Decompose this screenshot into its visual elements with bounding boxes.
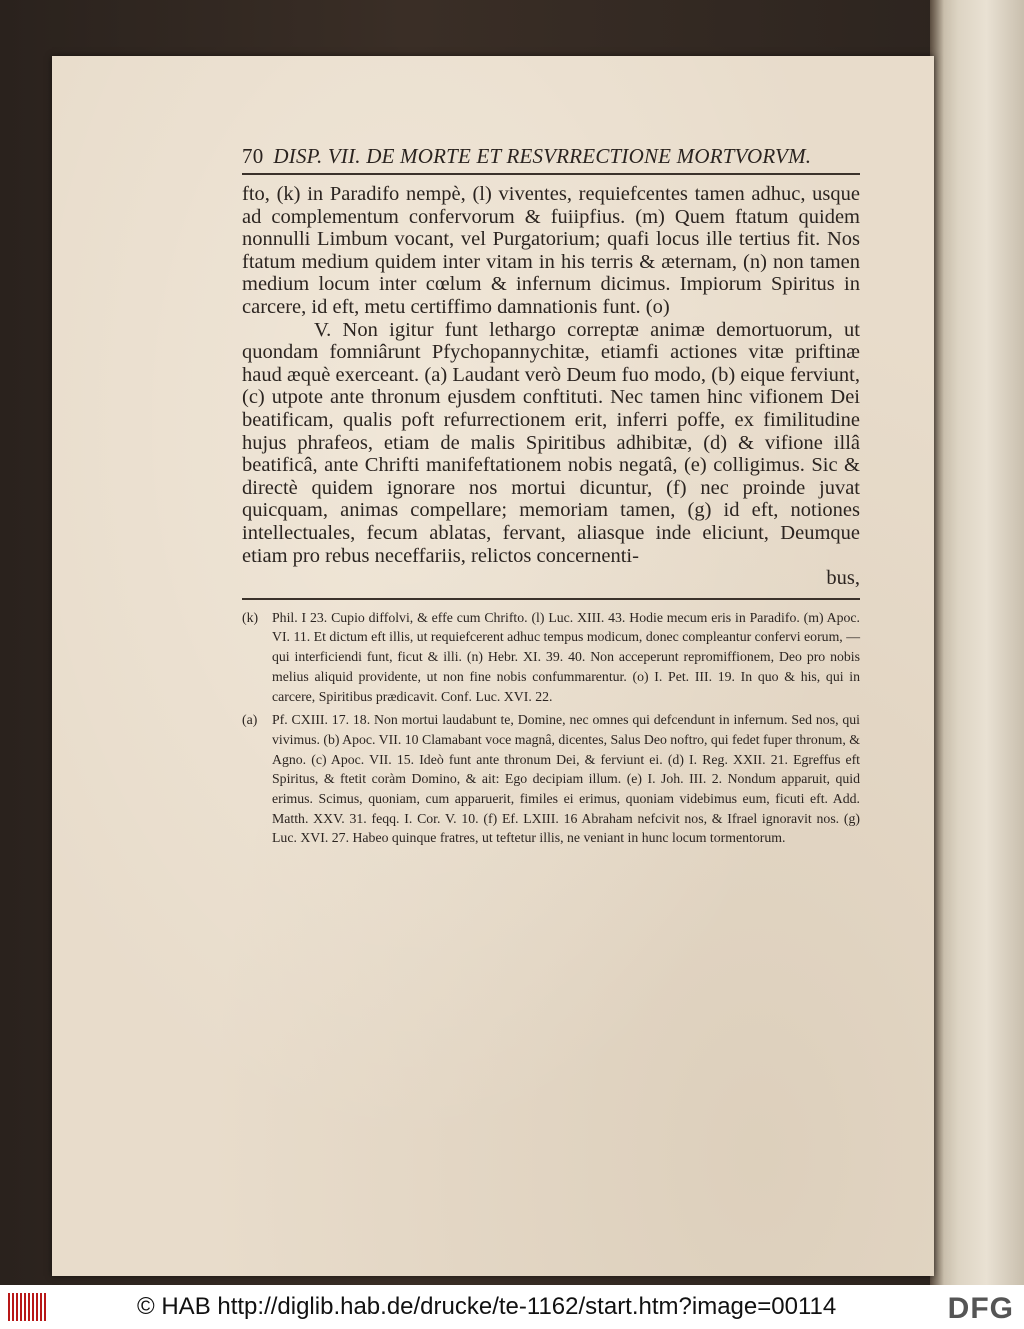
footnote-block-a — [242, 710, 860, 848]
book-page — [52, 56, 934, 1276]
footnote-text: Phil. I 23. Cupio diffolvi, & effe cum Chrifto. (l) Luc. XIII. 43. Hodie mecum eris in Paradifo. (m) Apoc. VI. 11. Et dictum eft illis, ut requiefcerent adhuc tempus modicum, donec compleantur confervi eorum, — qui interficiendi funt, ficut & illi. (n) Hebr. XI. 39. 40. Non acceperunt repromiffionem, Deo pro nobis melius aliquid providente, ut non fine nobis confummarentur. (o) I. Pet. III. 19. In quo & his, qui in carcere, Spiritibus prædicavit. Conf. Luc. XVI. 22. — [272, 609, 860, 704]
paragraph-2-end: bus, — [826, 567, 860, 590]
footnotes — [242, 608, 860, 848]
page-content — [242, 144, 860, 852]
page-number: 70 — [242, 144, 264, 168]
paragraph-2: V. Non igitur funt lethargo correptæ animæ demortuorum, ut quondam fomniârunt Pfychopannychitæ, etiamfi actiones vitæ priftinæ haud æquè exerceant. (a) Laudant verò Deum fuo modo, (b) eique ferviunt, (c) utpote ante thronum ejusdem conftituti. Nec tamen hinc vifionem Dei beatificam, qualis poft refurrectionem erit, inferri poffe, ex fimilitudine hujus phrafeos, etiam de malis Spiritibus adhibitæ, (d) & vifione illâ beatificâ, ante Chrifti manifeftationem nobis negatâ, (e) colligimus. Sic & directè quidem ignorare nos mortui dicuntur, (f) nec proinde juvat quicquam, animas compellare; memoriam tamen, (g) id eft, notiones intellectuales, fecum ablatas, fervant, aliasque inde eliciunt, Deumque etiam pro rebus neceffariis, relictos concernenti- — [242, 318, 860, 567]
footnote-block-k — [242, 608, 860, 707]
copyright-link[interactable]: © HAB http://diglib.hab.de/drucke/te-1162/start.htm?image=00114 — [137, 1293, 837, 1320]
footnote-text: Pf. CXIII. 17. 18. Non mortui laudabunt te, Domine, nec omnes qui defcendunt in infernum. Sed nos, qui vivimus. (b) Apoc. VII. 10 Clamabant voce magnâ, dicentes, Salus Deo noftro, qui fedet fuper thronum, & Agno. (c) Apoc. VII. 15. Ideò funt ante thronum Dei, & ferviunt ei. (d) I. Reg. XXII. 21. Egreffus eft Spiritus, & ftetit coràm Domino, & ait: Ego decipiam illum. (e) I. Joh. III. 2. Nondum apparuit, quid erimus. Scimus, quoniam, cum apparuerit, fimiles ei erimus, quoniam videbimus eum, ficuti eft. Add. Matth. XXV. 31. feqq. I. Cor. V. 10. (f) Ef. LXIII. 16 Abraham nefcivit nos, & Ifrael ignoravit nos. (g) Luc. XVI. 27. Habeo quinque fratres, ut teftetur illis, ne veniant in hunc locum tormentorum. — [272, 712, 860, 846]
footnote-marker: (a) — [242, 712, 258, 728]
running-head — [242, 144, 860, 175]
main-text — [242, 183, 860, 590]
adjacent-page-edge — [930, 0, 1024, 1285]
footnote-rule — [242, 598, 860, 600]
viewer-footer — [0, 1285, 1024, 1329]
paragraph-1: fto, (k) in Paradifo nempè, (l) viventes, requiefcentes tamen adhuc, usque ad complementum confervorum & fuiipfius. (m) Quem ftatum quidem nonnulli Limbum vocant, vel Purgatorium; quafi locus ille tertius fit. Nos ftatum medium quidem inter vitam in his terris & æternam, (n) non tamen medium locum inter cœlum & infernum dicimus. Impiorum Spiritus in carcere, id eft, metu certiffimo damnationis funt. (o) — [242, 183, 860, 318]
hab-logo-icon — [8, 1293, 48, 1321]
footnote-marker: (k) — [242, 609, 259, 625]
running-head-title: DISP. VII. DE MORTE ET RESVRRECTIONE MORTVORVM. — [273, 144, 812, 168]
dfg-logo: DFG — [947, 1292, 1014, 1325]
